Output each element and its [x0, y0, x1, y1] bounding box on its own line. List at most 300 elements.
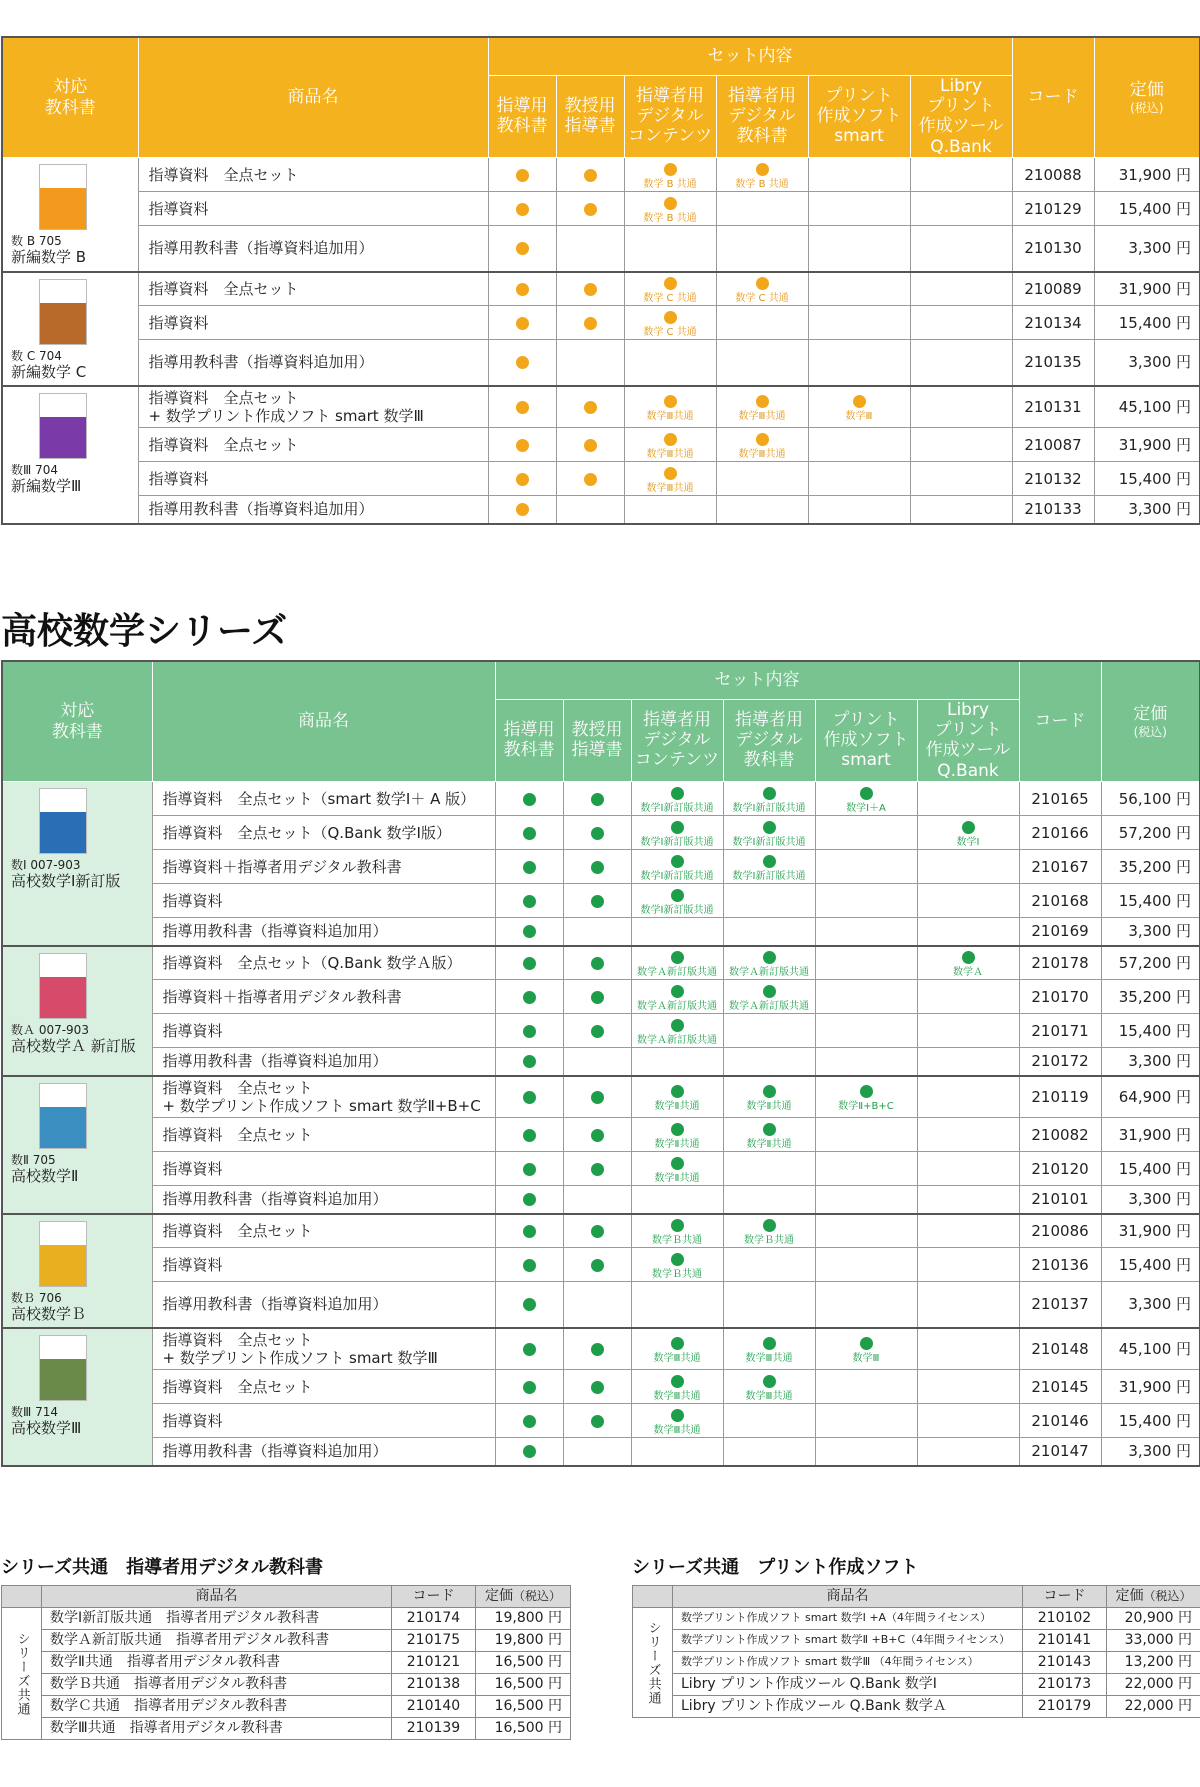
series-product-code: 210140	[392, 1696, 476, 1718]
product-code: 210119	[1019, 1076, 1101, 1118]
set-cell	[563, 1076, 631, 1118]
product-price: 31,900 円	[1101, 1118, 1200, 1152]
product-price: 15,400 円	[1101, 1152, 1200, 1186]
set-cell	[723, 980, 815, 1014]
set-cell	[815, 918, 917, 946]
set-cell	[563, 1014, 631, 1048]
set-cell	[716, 192, 808, 226]
product-name: 指導資料 全点セット（Q.Bank 数学Ａ版）	[152, 946, 495, 980]
dot-icon	[962, 821, 975, 834]
header-price: 定価 (税込)	[1094, 37, 1200, 158]
set-cell	[723, 1118, 815, 1152]
table-row	[2, 1674, 571, 1696]
dot-icon	[664, 467, 677, 480]
book-cover-image	[39, 164, 87, 230]
set-cell	[488, 386, 556, 428]
product-name: 指導資料	[152, 884, 495, 918]
header-product: 商品名	[152, 661, 495, 782]
series-product-code: 210174	[392, 1608, 476, 1630]
dot-icon	[523, 1163, 536, 1176]
product-name: 指導用教科書（指導資料追加用）	[138, 496, 488, 524]
set-cell	[917, 782, 1019, 816]
dot-icon	[591, 957, 604, 970]
product-price: 57,200 円	[1101, 816, 1200, 850]
dot-icon	[671, 1337, 684, 1350]
set-cell	[495, 1152, 563, 1186]
set-cell	[631, 1048, 723, 1076]
set-cell	[488, 428, 556, 462]
product-code: 210131	[1012, 386, 1094, 428]
set-cell	[808, 306, 910, 340]
textbook-cell	[2, 946, 152, 1076]
dot-icon	[763, 951, 776, 964]
dot-icon	[671, 1253, 684, 1266]
set-cell-label: 数学Ⅱ共通	[654, 1138, 700, 1150]
set-cell	[631, 884, 723, 918]
set-cell	[563, 980, 631, 1014]
table-row	[2, 918, 1200, 946]
series-product-name: Libry プリント作成ツール Q.Bank 数学Ⅰ	[673, 1674, 1023, 1696]
set-cell	[808, 272, 910, 306]
dot-icon	[756, 163, 769, 176]
book-code: 数 B 705	[11, 234, 62, 249]
product-code: 210146	[1019, 1404, 1101, 1438]
product-name: 指導用教科書（指導資料追加用）	[152, 1186, 495, 1214]
product-name: 指導用教科書（指導資料追加用）	[152, 918, 495, 946]
set-cell-label: 数学Ⅲ共通	[653, 1424, 701, 1436]
set-cell	[495, 1248, 563, 1282]
set-cell-label: 数学Ⅰ新訂版共通	[640, 836, 714, 848]
product-code: 210167	[1019, 850, 1101, 884]
dot-icon	[671, 1085, 684, 1098]
set-cell	[917, 1014, 1019, 1048]
book-title: 高校数学Ⅱ	[11, 1166, 79, 1185]
product-code: 210168	[1019, 884, 1101, 918]
series-product-code: 210175	[392, 1630, 476, 1652]
book-cover-image	[39, 953, 87, 1019]
set-cell	[815, 1076, 917, 1118]
textbook-cell	[2, 272, 138, 386]
set-cell	[910, 340, 1012, 386]
dot-icon	[516, 473, 529, 486]
product-code: 210170	[1019, 980, 1101, 1014]
set-cell	[910, 428, 1012, 462]
set-cell-label: 数学Ⅲ共通	[653, 1352, 701, 1364]
book	[3, 1215, 152, 1323]
product-code: 210132	[1012, 462, 1094, 496]
book-title: 新編数学Ⅲ	[11, 476, 82, 495]
set-cell-label: 数学Ⅱ共通	[746, 1138, 792, 1150]
dot-icon	[516, 503, 529, 516]
set-cell	[910, 272, 1012, 306]
set-cell-label: 数学 B 共通	[643, 178, 697, 190]
set-cell	[723, 1248, 815, 1282]
product-code: 210136	[1019, 1248, 1101, 1282]
series-product-code: 210138	[392, 1674, 476, 1696]
book	[3, 1329, 152, 1437]
product-code: 210129	[1012, 192, 1094, 226]
set-cell	[716, 272, 808, 306]
dot-icon	[671, 1375, 684, 1388]
set-cell	[808, 340, 910, 386]
set-cell	[910, 386, 1012, 428]
set-cell	[716, 158, 808, 192]
table-row	[2, 1076, 1200, 1118]
dot-icon	[591, 1259, 604, 1272]
set-cell-label: 数学Ⅱ共通	[654, 1172, 700, 1184]
set-cell	[495, 1404, 563, 1438]
series-product-code: 210141	[1023, 1630, 1107, 1652]
product-price: 3,300 円	[1101, 1282, 1200, 1328]
dot-icon	[516, 439, 529, 452]
set-cell	[917, 1152, 1019, 1186]
set-cell	[917, 1214, 1019, 1248]
dot-icon	[591, 1129, 604, 1142]
header-blank	[2, 1586, 42, 1608]
set-cell	[723, 918, 815, 946]
dot-icon	[664, 277, 677, 290]
series-product-code: 210121	[392, 1652, 476, 1674]
set-cell	[556, 386, 624, 428]
dot-icon	[664, 395, 677, 408]
table-row	[2, 1438, 1200, 1466]
series-product-price: 16,500 円	[476, 1674, 571, 1696]
table-row	[2, 980, 1200, 1014]
set-cell	[563, 1048, 631, 1076]
series-product-code: 210143	[1023, 1652, 1107, 1674]
set-cell	[563, 884, 631, 918]
set-cell	[917, 1370, 1019, 1404]
set-cell	[624, 496, 716, 524]
set-cell	[563, 1404, 631, 1438]
dot-icon	[763, 855, 776, 868]
series-product-name: 数学Ⅰ新訂版共通 指導者用デジタル教科書	[42, 1608, 392, 1630]
table-row	[2, 428, 1200, 462]
set-cell	[563, 1118, 631, 1152]
product-code: 210165	[1019, 782, 1101, 816]
product-code: 210087	[1012, 428, 1094, 462]
set-cell	[495, 782, 563, 816]
product-code: 210133	[1012, 496, 1094, 524]
dot-icon	[523, 1298, 536, 1311]
book-title: 高校数学Ⅰ新訂版	[11, 872, 121, 891]
set-cell-label: 数学Ⅲ共通	[646, 448, 694, 460]
table-row	[2, 272, 1200, 306]
book-code: 数Ⅲ 704	[11, 462, 58, 477]
product-price: 3,300 円	[1101, 1438, 1200, 1466]
series-product-price: 20,900 円	[1107, 1608, 1200, 1630]
dot-icon	[962, 951, 975, 964]
dot-icon	[523, 1415, 536, 1428]
product-code: 210171	[1019, 1014, 1101, 1048]
set-cell	[563, 816, 631, 850]
dot-icon	[516, 401, 529, 414]
dot-icon	[591, 1025, 604, 1038]
product-name: 指導資料	[152, 1404, 495, 1438]
dot-icon	[523, 1055, 536, 1068]
table-row	[2, 1630, 571, 1652]
set-cell	[495, 816, 563, 850]
dot-icon	[756, 433, 769, 446]
set-cell	[631, 980, 723, 1014]
book-code: 数 C 704	[11, 348, 62, 363]
set-cell-label: 数学Ⅰ＋A	[846, 802, 886, 814]
header-tax: （税込）	[512, 1588, 561, 1603]
product-name: 指導資料	[152, 1248, 495, 1282]
set-cell-label: 数学Ａ	[953, 966, 984, 978]
set-cell	[917, 1186, 1019, 1214]
product-price: 35,200 円	[1101, 850, 1200, 884]
dot-icon	[523, 1343, 536, 1356]
book	[3, 947, 152, 1055]
set-cell-label: 数学 C 共通	[643, 292, 697, 304]
product-name: 指導資料 全点セット	[138, 428, 488, 462]
set-cell	[563, 1282, 631, 1328]
series-print-title: シリーズ共通 プリント作成ソフト	[632, 1557, 919, 1578]
orange-product-table	[1, 36, 1200, 525]
set-cell	[488, 158, 556, 192]
series-product-price: 19,800 円	[476, 1630, 571, 1652]
table-row	[2, 1404, 1200, 1438]
set-cell	[488, 340, 556, 386]
series-product-name: Libry プリント作成ツール Q.Bank 数学Ａ	[673, 1696, 1023, 1718]
table-row	[2, 816, 1200, 850]
dot-icon	[763, 1375, 776, 1388]
set-cell	[563, 1152, 631, 1186]
set-cell	[631, 782, 723, 816]
set-cell	[815, 1282, 917, 1328]
set-cell	[563, 1186, 631, 1214]
set-cell	[910, 496, 1012, 524]
dot-icon	[523, 861, 536, 874]
product-price: 15,400 円	[1094, 306, 1200, 340]
set-cell	[808, 158, 910, 192]
set-cell	[917, 1282, 1019, 1328]
product-price: 15,400 円	[1101, 884, 1200, 918]
dot-icon	[523, 1445, 536, 1458]
product-price: 31,900 円	[1101, 1214, 1200, 1248]
side-label: シリーズ共通	[2, 1608, 42, 1740]
set-cell	[723, 1370, 815, 1404]
product-name: 指導資料	[138, 192, 488, 226]
set-cell	[723, 1404, 815, 1438]
table-row	[633, 1696, 1200, 1718]
table-row	[2, 306, 1200, 340]
set-cell	[723, 816, 815, 850]
set-cell	[910, 192, 1012, 226]
series-product-name: 数学Ⅱ共通 指導者用デジタル教科書	[42, 1652, 392, 1674]
set-cell	[723, 1076, 815, 1118]
dot-icon	[523, 1129, 536, 1142]
series-product-name: 数学Ａ新訂版共通 指導者用デジタル教科書	[42, 1630, 392, 1652]
header-tax: (税込)	[1133, 724, 1167, 739]
set-cell-label: 数学Ｂ共通	[652, 1234, 702, 1246]
set-cell	[488, 306, 556, 340]
dot-icon	[523, 827, 536, 840]
dot-icon	[516, 356, 529, 369]
set-cell	[808, 496, 910, 524]
product-price: 15,400 円	[1094, 462, 1200, 496]
set-cell	[815, 1404, 917, 1438]
set-cell-label: 数学Ａ新訂版共通	[637, 966, 717, 978]
set-cell-label: 数学 B 共通	[735, 178, 789, 190]
green-product-table	[1, 660, 1200, 1467]
set-cell	[716, 226, 808, 272]
set-cell	[917, 918, 1019, 946]
set-cell	[723, 1282, 815, 1328]
set-cell	[723, 1152, 815, 1186]
header-set-contents: セット内容	[495, 661, 1019, 699]
set-cell	[631, 1118, 723, 1152]
set-cell	[556, 496, 624, 524]
series-product-name: 数学プリント作成ソフト smart 数学Ⅱ +B+C（4年間ライセンス）	[673, 1630, 1023, 1652]
series-product-code: 210179	[1023, 1696, 1107, 1718]
series-product-price: 33,000 円	[1107, 1630, 1200, 1652]
dot-icon	[523, 1025, 536, 1038]
set-cell-label: 数学Ⅲ共通	[738, 410, 786, 422]
dot-icon	[523, 991, 536, 1004]
set-cell	[808, 386, 910, 428]
product-name: 指導資料 全点セット + 数学プリント作成ソフト smart 数学Ⅲ	[138, 386, 488, 428]
dot-icon	[671, 1157, 684, 1170]
set-cell	[624, 306, 716, 340]
product-code: 210137	[1019, 1282, 1101, 1328]
set-cell	[815, 850, 917, 884]
set-cell	[495, 884, 563, 918]
book-title: 新編数学 C	[11, 362, 87, 381]
section-title: 高校数学シリーズ	[1, 611, 288, 652]
product-price: 15,400 円	[1101, 1248, 1200, 1282]
product-name: 指導資料 全点セット	[138, 272, 488, 306]
book-title: 新編数学 B	[11, 248, 87, 267]
set-cell	[556, 158, 624, 192]
set-cell	[917, 1404, 1019, 1438]
set-cell	[815, 816, 917, 850]
set-cell	[495, 1186, 563, 1214]
series-product-name: 数学プリント作成ソフト smart 数学Ⅲ （4年間ライセンス）	[673, 1652, 1023, 1674]
book-cover-image	[39, 393, 87, 459]
set-cell	[563, 918, 631, 946]
set-cell	[495, 850, 563, 884]
dot-icon	[763, 1123, 776, 1136]
product-name: 指導資料 全点セット（Q.Bank 数学Ⅰ版）	[152, 816, 495, 850]
set-cell-label: 数学Ａ新訂版共通	[637, 1034, 717, 1046]
set-cell-label: 数学Ⅲ	[852, 1352, 880, 1364]
table-row	[2, 782, 1200, 816]
table-row	[2, 1048, 1200, 1076]
textbook-cell	[2, 1076, 152, 1214]
set-cell	[556, 226, 624, 272]
header-blank	[633, 1586, 673, 1608]
table-row	[2, 496, 1200, 524]
book-cover-image	[39, 1083, 87, 1149]
dot-icon	[591, 827, 604, 840]
set-cell	[910, 462, 1012, 496]
product-price: 15,400 円	[1101, 1014, 1200, 1048]
header-code: コード	[1023, 1586, 1107, 1608]
book-cover-image	[39, 1221, 87, 1287]
set-cell-label: 数学Ｂ共通	[652, 1268, 702, 1280]
set-cell	[917, 1048, 1019, 1076]
set-cell	[723, 884, 815, 918]
dot-icon	[584, 169, 597, 182]
product-price: 31,900 円	[1094, 158, 1200, 192]
series-product-price: 16,500 円	[476, 1718, 571, 1740]
set-cell	[723, 782, 815, 816]
set-cell	[631, 1248, 723, 1282]
set-cell	[631, 918, 723, 946]
set-cell	[815, 884, 917, 918]
dot-icon	[671, 855, 684, 868]
book	[3, 158, 138, 266]
dot-icon	[763, 985, 776, 998]
table-row	[633, 1674, 1200, 1696]
dot-icon	[516, 317, 529, 330]
set-cell	[624, 226, 716, 272]
dot-icon	[523, 1091, 536, 1104]
set-cell	[563, 1248, 631, 1282]
table-row	[2, 884, 1200, 918]
set-cell	[808, 226, 910, 272]
side-label: シリーズ共通	[633, 1608, 673, 1718]
set-cell-label: 数学Ⅰ新訂版共通	[732, 802, 806, 814]
header-name: 商品名	[673, 1586, 1023, 1608]
table-row	[2, 462, 1200, 496]
header-price: 定価（税込）	[476, 1586, 571, 1608]
product-price: 45,100 円	[1094, 386, 1200, 428]
book-cover-image	[39, 788, 87, 854]
dot-icon	[516, 283, 529, 296]
header-col2: 教授用 指導書	[556, 75, 624, 158]
product-name: 指導資料 全点セット	[152, 1214, 495, 1248]
set-cell-label: 数学Ａ新訂版共通	[637, 1000, 717, 1012]
book-title: 高校数学Ａ 新訂版	[11, 1036, 136, 1055]
book-cover-image	[39, 279, 87, 345]
product-price: 3,300 円	[1094, 226, 1200, 272]
product-code: 210101	[1019, 1186, 1101, 1214]
product-code: 210148	[1019, 1328, 1101, 1370]
book-title: 高校数学Ｂ	[11, 1304, 87, 1323]
table-row	[633, 1608, 1200, 1630]
product-price: 15,400 円	[1101, 1404, 1200, 1438]
header-product: 商品名	[138, 37, 488, 158]
header-col1: 指導用 教科書	[495, 699, 563, 782]
set-cell	[624, 428, 716, 462]
product-code: 210169	[1019, 918, 1101, 946]
product-name: 指導資料 全点セット	[152, 1118, 495, 1152]
header-code: コード	[1019, 661, 1101, 782]
set-cell	[563, 782, 631, 816]
set-cell	[716, 340, 808, 386]
table-row	[2, 1014, 1200, 1048]
set-cell	[815, 782, 917, 816]
set-cell-label: 数学Ⅲ	[845, 410, 873, 422]
table-row	[2, 340, 1200, 386]
set-cell	[815, 946, 917, 980]
set-cell	[815, 1118, 917, 1152]
product-name: 指導資料	[138, 306, 488, 340]
dot-icon	[763, 1337, 776, 1350]
dot-icon	[584, 317, 597, 330]
dot-icon	[591, 793, 604, 806]
set-cell-label: 数学Ⅲ共通	[745, 1390, 793, 1402]
set-cell	[624, 386, 716, 428]
table-row	[2, 1370, 1200, 1404]
set-cell-label: 数学Ⅰ新訂版共通	[640, 904, 714, 916]
set-cell	[495, 1076, 563, 1118]
set-cell	[563, 1214, 631, 1248]
product-name: 指導資料 全点セット + 数学プリント作成ソフト smart 数学Ⅱ+B+C	[152, 1076, 495, 1118]
